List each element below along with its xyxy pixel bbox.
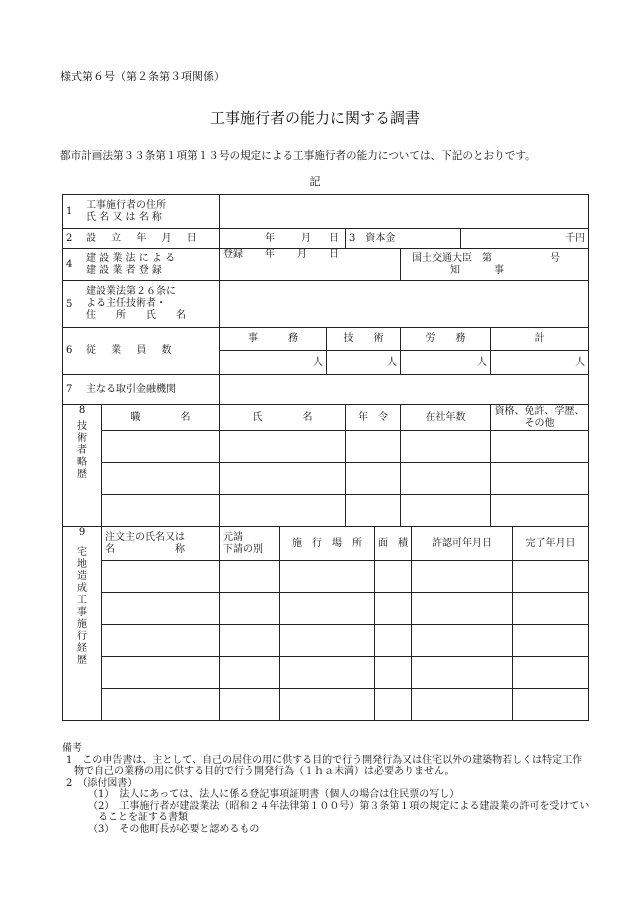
employees-clerical-field[interactable]: 人	[220, 351, 327, 375]
capital-field[interactable]: 千円	[461, 229, 589, 249]
work-area-cell[interactable]	[375, 561, 412, 593]
note-2-3: （3） その他町長が必要と認めるもの	[88, 823, 260, 835]
work-permit-cell[interactable]	[412, 657, 513, 689]
table-row	[63, 495, 589, 527]
works-col-client: 注文主の氏名又は 名 称	[102, 527, 220, 561]
engineers-col-position: 職 名	[102, 405, 220, 431]
engineer-qualifications-cell[interactable]	[491, 495, 589, 527]
engineers-side-label: 8 技 術 者 略 歴	[63, 405, 102, 527]
work-completion-cell[interactable]	[513, 689, 589, 721]
engineer-name-cell[interactable]	[220, 495, 346, 527]
work-place-cell[interactable]	[280, 561, 375, 593]
bank-field[interactable]	[220, 375, 589, 405]
engineer-name-cell[interactable]	[220, 431, 346, 463]
work-client-cell[interactable]	[102, 593, 220, 625]
table-row	[63, 463, 589, 495]
work-area-cell[interactable]	[375, 593, 412, 625]
work-permit-cell[interactable]	[412, 593, 513, 625]
work-contract-cell[interactable]	[220, 689, 280, 721]
work-contract-cell[interactable]	[220, 657, 280, 689]
engineers-col-years: 在社年数	[401, 405, 491, 431]
work-client-cell[interactable]	[102, 561, 220, 593]
engineer-qualifications-cell[interactable]	[491, 431, 589, 463]
applicant-label: 1工事施行者の住所 氏 名 又 は 名 称	[63, 195, 220, 229]
employees-labor-field[interactable]: 人	[401, 351, 491, 375]
notes-section	[62, 743, 592, 835]
engineer-position-cell[interactable]	[102, 431, 220, 463]
table-row	[63, 625, 589, 657]
work-completion-cell[interactable]	[513, 561, 589, 593]
registration-date-field[interactable]: 登録 年 月 日	[220, 249, 401, 281]
page-title: 工事施行者の能力に関する調書	[209, 109, 420, 127]
table-row	[63, 689, 589, 721]
engineer-years-cell[interactable]	[401, 431, 491, 463]
employees-col-technical: 技 術	[327, 328, 401, 351]
engineer-age-cell[interactable]	[346, 495, 401, 527]
establishment-date-field[interactable]: 年 月 日	[220, 229, 346, 249]
work-place-cell[interactable]	[280, 593, 375, 625]
registration-authority-field[interactable]: 国土交通大臣 第 号 知 事	[401, 249, 589, 281]
engineer-age-cell[interactable]	[346, 431, 401, 463]
table-row	[63, 593, 589, 625]
application-table	[62, 194, 589, 721]
employees-label: 6 従 業 員 数	[63, 328, 220, 375]
engineers-col-name: 氏 名	[220, 405, 346, 431]
work-permit-cell[interactable]	[412, 625, 513, 657]
note-2-1: （1） 法人にあっては、法人に係る登記事項証明書（個人の場合は住民票の写し）	[88, 789, 460, 800]
ki-mark: 記	[309, 175, 321, 188]
employees-col-clerical: 事 務	[220, 328, 327, 351]
row-employees-header	[63, 328, 589, 351]
engineer-qualifications-cell[interactable]	[491, 463, 589, 495]
engineers-col-qualifications: 資格、免許、学歴、その他	[491, 405, 589, 431]
row-works-header	[63, 527, 589, 561]
row-establishment	[63, 229, 589, 249]
work-client-cell[interactable]	[102, 689, 220, 721]
works-side-label: 9 宅 地 造 成 工 事 施 行 経 歴	[63, 527, 102, 721]
intro-text: 都市計画法第３３条第１項第１３号の規定による工事施行者の能力については、下記のとおりです。	[60, 150, 536, 162]
work-place-cell[interactable]	[280, 657, 375, 689]
table-row	[63, 561, 589, 593]
work-area-cell[interactable]	[375, 689, 412, 721]
row-registration	[63, 249, 589, 281]
establishment-label: 2 設 立 年 月 日	[63, 229, 220, 249]
note-2-2: （2） 工事施行者が建設業法（昭和２４年法律第１００号）第３条第１項の規定による建設業の許可を受けていることを証する書類	[88, 800, 590, 823]
work-area-cell[interactable]	[375, 625, 412, 657]
note-1: 1 この申告書は、主として、自己の居住の用に供する目的で行う開発行為又は住宅以外の建築物若しくは特定工作物で自己の業務の用に供する目的で行う開発行為（１ｈａ未満）は必要ありません。	[66, 754, 583, 777]
work-contract-cell[interactable]	[220, 561, 280, 593]
bank-label: 7 主なる取引金融機関	[63, 375, 220, 405]
employees-total-field[interactable]: 人	[491, 351, 589, 375]
engineer-name-cell[interactable]	[220, 463, 346, 495]
work-place-cell[interactable]	[280, 625, 375, 657]
work-permit-cell[interactable]	[412, 561, 513, 593]
row-chief-engineer	[63, 281, 589, 328]
work-contract-cell[interactable]	[220, 625, 280, 657]
work-completion-cell[interactable]	[513, 593, 589, 625]
notes-heading: 備考	[62, 743, 82, 754]
chief-engineer-label: 5建設業法第２６条に よる主任技術者・ 住 所 氏 名	[63, 281, 220, 328]
works-col-area: 面 積	[375, 527, 412, 561]
applicant-field[interactable]	[220, 195, 589, 229]
works-col-completion-date: 完了年月日	[513, 527, 589, 561]
engineer-position-cell[interactable]	[102, 463, 220, 495]
works-col-contract-type: 元請 下請の別	[220, 527, 280, 561]
row-applicant	[63, 195, 589, 229]
employees-col-labor: 労 務	[401, 328, 491, 351]
work-contract-cell[interactable]	[220, 593, 280, 625]
engineer-position-cell[interactable]	[102, 495, 220, 527]
work-client-cell[interactable]	[102, 625, 220, 657]
row-bank	[63, 375, 589, 405]
work-client-cell[interactable]	[102, 657, 220, 689]
table-row	[63, 431, 589, 463]
work-completion-cell[interactable]	[513, 657, 589, 689]
employees-technical-field[interactable]: 人	[327, 351, 401, 375]
row-engineers-header	[63, 405, 589, 431]
engineers-col-age: 年 令	[346, 405, 401, 431]
form-number: 様式第６号（第２条第３項関係）	[60, 70, 225, 83]
table-row	[63, 657, 589, 689]
works-col-permit-date: 許認可年月日	[412, 527, 513, 561]
chief-engineer-field[interactable]	[220, 281, 589, 328]
employees-col-total: 計	[491, 328, 589, 351]
work-place-cell[interactable]	[280, 689, 375, 721]
work-area-cell[interactable]	[375, 657, 412, 689]
engineer-age-cell[interactable]	[346, 463, 401, 495]
note-2: 2 （添付図書）	[66, 777, 138, 789]
work-completion-cell[interactable]	[513, 625, 589, 657]
work-permit-cell[interactable]	[412, 689, 513, 721]
registration-label: 4建 設 業 法 に よ る 建 設 業 者 登 録	[63, 249, 220, 281]
works-col-place: 施 行 場 所	[280, 527, 375, 561]
engineer-years-cell[interactable]	[401, 463, 491, 495]
engineer-years-cell[interactable]	[401, 495, 491, 527]
capital-label: 3 資本金	[346, 229, 461, 249]
